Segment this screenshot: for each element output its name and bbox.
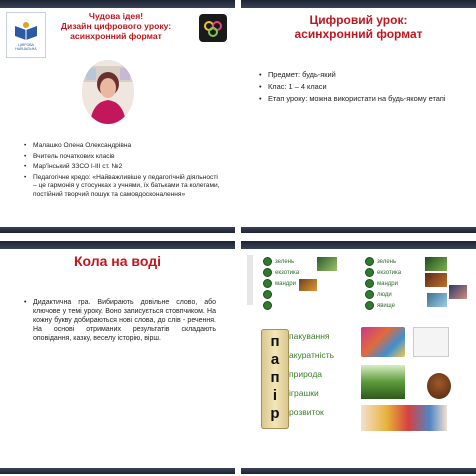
forest-image <box>361 365 405 399</box>
list-item[interactable] <box>263 257 294 266</box>
list-item: • Дидактична гра. Вибирають довільне слово, або ключове у темі уроку. Воно записується стовпчиком. На кожну букву добираються нові слова, до слів - речення. На основі отриманих результатів складають оповідання, казку, веселу історію, вірш. <box>24 299 216 344</box>
paper-sheet-image <box>413 327 449 357</box>
circle-icon <box>365 257 374 266</box>
list-item: • Педагогічне кредо: «Найважливіше у педагогічній діяльності – це гармонія у стосунках з учнями, їх батьками та колегами, постійний творчий пошук та самовдосконалення» <box>24 174 220 199</box>
list-item-label: зелень <box>377 258 397 265</box>
list-item-label: мандри <box>275 280 296 287</box>
list-item[interactable] <box>365 268 401 277</box>
slide-top-bar <box>241 0 476 8</box>
app-logo-icon <box>199 14 227 42</box>
circle-icon <box>365 301 374 310</box>
slide-bottom-bar <box>0 227 235 233</box>
right-panel <box>365 255 469 313</box>
slide-bottom-bar <box>241 227 476 233</box>
book-icon <box>13 20 39 42</box>
slide-4[interactable] <box>241 241 476 474</box>
painting-hands-image <box>361 405 447 431</box>
list-item[interactable] <box>263 301 272 310</box>
word-item: розвиток <box>289 407 324 417</box>
circle-icon <box>263 257 272 266</box>
list-item[interactable] <box>263 279 296 288</box>
thumbnail-image <box>449 285 467 299</box>
slide-3-body <box>24 299 216 346</box>
list-item-label: екзотика <box>275 269 300 276</box>
list-item: • Клас: 1 – 4 класи <box>259 82 464 91</box>
slide-top-bar <box>0 241 235 249</box>
circle-icon <box>263 268 272 277</box>
thumbnail-image <box>317 257 337 271</box>
left-panel <box>247 255 347 309</box>
slide-2-title: Цифровий урок: асинхронний формат <box>294 13 423 41</box>
list-item: • Предмет: будь-який <box>259 70 464 79</box>
list-item: • Малашко Олена Олександрівна <box>24 142 220 150</box>
word-item: пакування <box>289 331 330 341</box>
slide-3-title: Кола на воді <box>73 253 161 269</box>
circle-icon <box>365 279 374 288</box>
word-item: іграшки <box>289 388 319 398</box>
slide-1-bullets <box>24 142 220 201</box>
list-item[interactable] <box>365 290 392 299</box>
sidebar-toolbar <box>247 255 253 305</box>
slide-1[interactable] <box>0 0 235 233</box>
scroll-banner <box>261 329 289 429</box>
school-logo <box>6 12 46 58</box>
thumbnail-image <box>427 293 447 307</box>
slide-2-bullets <box>259 70 464 105</box>
thumbnail-image <box>425 257 447 271</box>
word-item: природа <box>289 369 323 379</box>
scroll-letter: п <box>270 369 280 386</box>
list-item-label: явище <box>377 302 395 309</box>
list-item[interactable] <box>263 268 299 277</box>
list-item[interactable] <box>365 279 398 288</box>
list-item-label: мандри <box>377 280 398 287</box>
slide-2[interactable] <box>241 0 476 233</box>
list-item-label: екзотика <box>377 269 402 276</box>
list-item: • Етап уроку: можна використати на будь-якому етапі <box>259 94 464 103</box>
list-item: • Мар'їнський ЗЗСО І-ІІІ ст. №2 <box>24 163 220 171</box>
thumbnail-image <box>299 279 317 291</box>
scroll-letter: а <box>270 351 280 368</box>
scroll-letter: р <box>270 405 280 422</box>
list-item[interactable] <box>365 301 395 310</box>
circle-icon <box>365 290 374 299</box>
circle-icon <box>365 268 374 277</box>
list-item[interactable] <box>263 290 272 299</box>
list-item: • Вчитель початкових класів <box>24 153 220 161</box>
circle-icon <box>263 290 272 299</box>
logo-caption: ЦІФРОВА НАВЧАЛЬНА <box>15 42 37 51</box>
list-item-label: люди <box>377 291 392 298</box>
thumbnail-image <box>425 273 447 287</box>
scroll-letter: п <box>270 333 280 350</box>
slide-1-title: Чудова ідея! Дизайн цифрового уроку: асинхронний формат <box>60 11 172 41</box>
slide-top-bar <box>0 0 235 8</box>
circle-icon <box>263 301 272 310</box>
word-item: акуратність <box>289 350 335 360</box>
toy-image <box>427 373 451 399</box>
teacher-photo <box>82 60 134 124</box>
slide-bottom-bar <box>241 468 476 474</box>
gift-boxes-image <box>361 327 405 357</box>
slide-bottom-bar <box>0 468 235 474</box>
circle-icon <box>263 279 272 288</box>
list-item-label: зелень <box>275 258 295 265</box>
scroll-letter: і <box>272 387 278 404</box>
list-item[interactable] <box>365 257 396 266</box>
slide-top-bar <box>241 241 476 249</box>
slide-3[interactable] <box>0 241 235 474</box>
